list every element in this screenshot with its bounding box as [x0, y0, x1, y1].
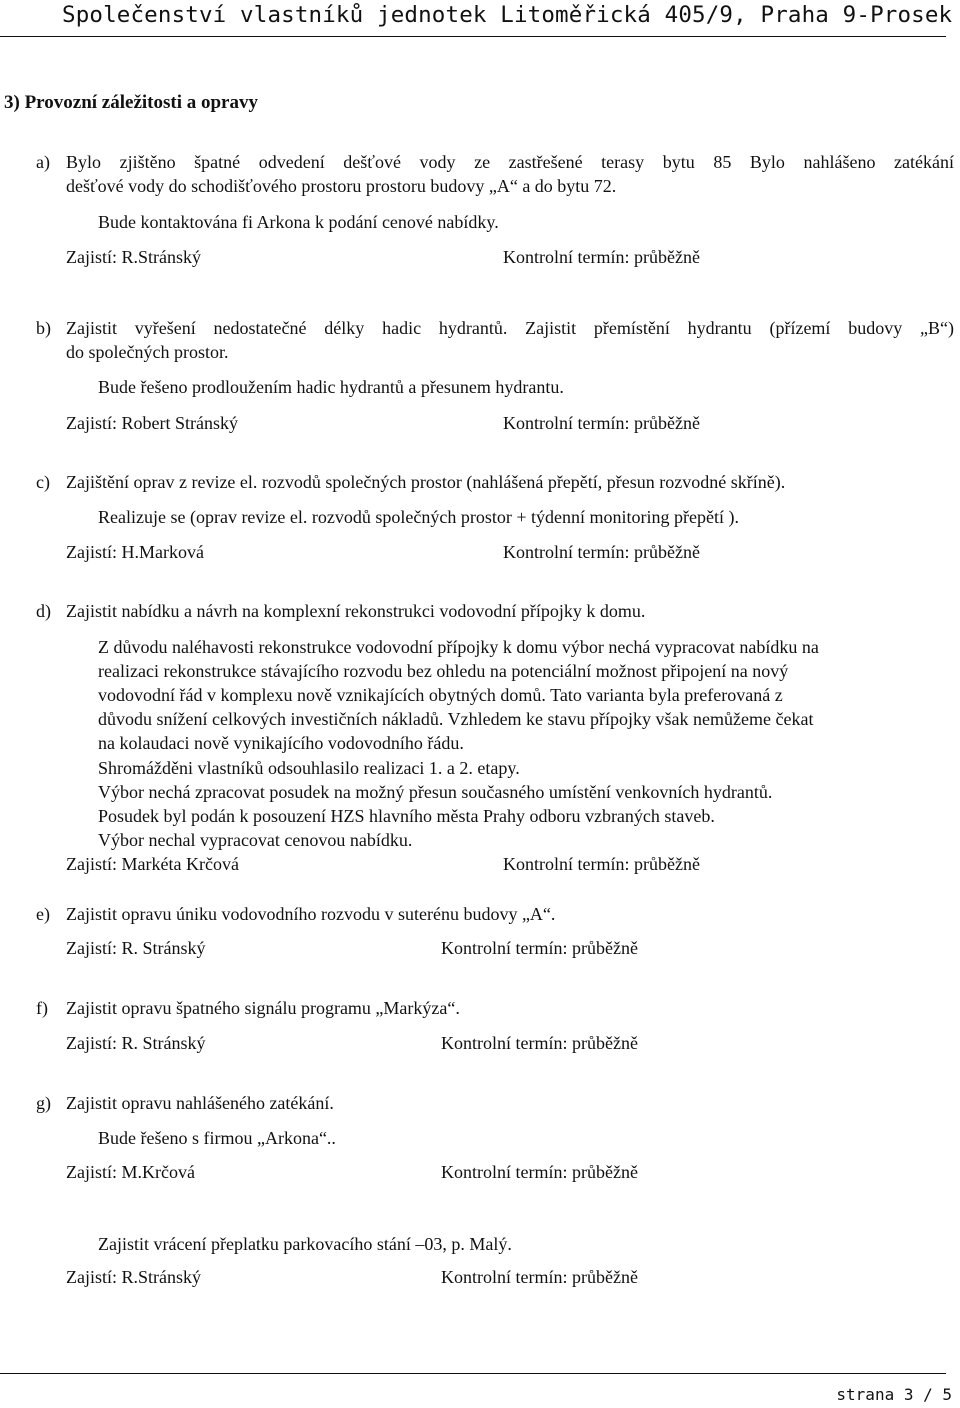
item-resolution-line: Výbor nechá zpracovat posudek na možný přesun současného umístění venkovních hydrantů.: [98, 782, 773, 802]
item-resolution-line: Bude řešeno s firmou „Arkona“..: [98, 1128, 336, 1148]
item-marker: a): [36, 152, 50, 172]
item-resolution-line: realizaci rekonstrukce stávajícího rozvodu bez ohledu na potenciální možnost připojení na nový: [98, 661, 789, 681]
item-resolution-line: Zajistit vrácení přeplatku parkovacího stání –03, p. Malý.: [98, 1234, 512, 1254]
item-resolution-line: vodovodní řád v komplexu nově vznikajících obytných domů. Tato varianta byla preferovaná z: [98, 685, 783, 705]
item-responsible: Zajistí: H.Marková: [66, 542, 204, 562]
item-deadline: Kontrolní termín: průběžně: [441, 938, 638, 958]
item-text-line: Zajistit opravu nahlášeného zatékání.: [66, 1093, 334, 1113]
item-resolution-line: Z důvodu naléhavosti rekonstrukce vodovodní přípojky k domu výbor nechá vypracovat nabídku na: [98, 637, 819, 657]
item-deadline: Kontrolní termín: průběžně: [503, 854, 700, 874]
item-text-line: Zajištění oprav z revize el. rozvodů společných prostor (nahlášená přepětí, přesun rozvodné skříně).: [66, 472, 786, 492]
item-deadline: Kontrolní termín: průběžně: [441, 1033, 638, 1053]
item-resolution-line: na kolaudaci nově vynikajícího vodovodního řádu.: [98, 733, 464, 753]
item-resolution-line: Výbor nechal vypracovat cenovou nabídku.: [98, 830, 413, 850]
item-responsible: Zajistí: R.Stránský: [66, 1267, 201, 1287]
item-text-line: Zajistit vyřešení nedostatečné délky hadic hydrantů. Zajistit přemístění hydrantu (přízemí budovy „B“): [66, 318, 954, 338]
item-resolution-line: Realizuje se (oprav revize el. rozvodů společných prostor + týdenní monitoring přepětí ).: [98, 507, 739, 527]
item-marker: e): [36, 904, 50, 924]
item-deadline: Kontrolní termín: průběžně: [441, 1162, 638, 1182]
footer-divider: [0, 1373, 946, 1374]
item-deadline: Kontrolní termín: průběžně: [441, 1267, 638, 1287]
item-text-line: Zajistit nabídku a návrh na komplexní rekonstrukci vodovodní přípojky k domu.: [66, 601, 646, 621]
item-responsible: Zajistí: R. Stránský: [66, 1033, 206, 1053]
item-responsible: Zajistí: M.Krčová: [66, 1162, 195, 1182]
section-heading: 3) Provozní záležitosti a opravy: [4, 92, 258, 113]
item-resolution-line: Bude řešeno prodloužením hadic hydrantů a přesunem hydrantu.: [98, 377, 564, 397]
page-header-title: Společenství vlastníků jednotek Litoměřická 405/9, Praha 9-Prosek: [62, 2, 953, 28]
page-number: strana 3 / 5: [836, 1385, 952, 1404]
item-marker: d): [36, 601, 51, 621]
item-resolution-line: důvodu snížení celkových investičních nákladů. Vzhledem ke stavu přípojky však nemůžeme čekat: [98, 709, 814, 729]
item-responsible: Zajistí: Robert Stránský: [66, 413, 238, 433]
item-responsible: Zajistí: R.Stránský: [66, 247, 201, 267]
item-deadline: Kontrolní termín: průběžně: [503, 542, 700, 562]
item-text-line: Zajistit opravu úniku vodovodního rozvodu v suterénu budovy „A“.: [66, 904, 556, 924]
item-responsible: Zajistí: Markéta Krčová: [66, 854, 239, 874]
item-deadline: Kontrolní termín: průběžně: [503, 247, 700, 267]
item-resolution-line: Bude kontaktována fi Arkona k podání cenové nabídky.: [98, 212, 499, 232]
item-marker: g): [36, 1093, 51, 1113]
item-text-line: Zajistit opravu špatného signálu programu „Markýza“.: [66, 998, 460, 1018]
item-deadline: Kontrolní termín: průběžně: [503, 413, 700, 433]
item-text-line: dešťové vody do schodišťového prostoru prostoru budovy „A“ a do bytu 72.: [66, 176, 617, 196]
item-marker: f): [36, 998, 48, 1018]
item-resolution-line: Posudek byl podán k posouzení HZS hlavního města Prahy odboru vzbraných staveb.: [98, 806, 715, 826]
header-divider: [0, 36, 946, 37]
item-responsible: Zajistí: R. Stránský: [66, 938, 206, 958]
item-text-line: do společných prostor.: [66, 342, 229, 362]
item-resolution-line: Shromážděni vlastníků odsouhlasilo realizaci 1. a 2. etapy.: [98, 758, 520, 778]
item-marker: c): [36, 472, 50, 492]
item-marker: b): [36, 318, 51, 338]
item-text-line: Bylo zjištěno špatné odvedení dešťové vody ze zastřešené terasy bytu 85 Bylo nahlášeno zatékání: [66, 152, 954, 172]
